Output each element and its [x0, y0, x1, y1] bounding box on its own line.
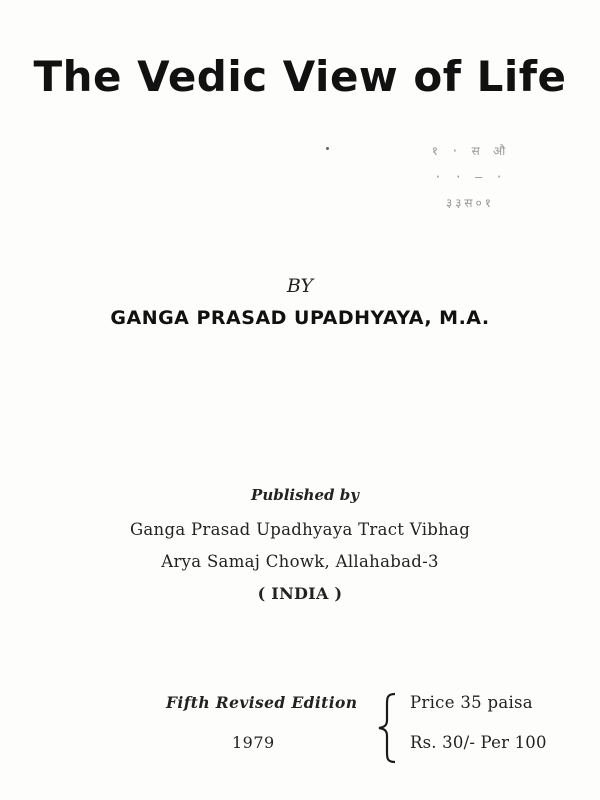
price-single: Price 35 paisa: [410, 693, 533, 712]
edition-label: Fifth Revised Edition: [166, 693, 358, 712]
book-title: The Vedic View of Life: [33, 52, 567, 101]
stamp-line-1: १ · स औ: [431, 144, 509, 158]
by-label: BY: [286, 275, 314, 297]
published-by-label: Published by: [251, 486, 359, 504]
curly-brace: [375, 692, 399, 764]
stamp-line-3: ३३स०१: [445, 196, 495, 210]
author-name: GANGA PRASAD UPADHYAYA, M.A.: [110, 307, 490, 329]
price-bulk: Rs. 30/- Per 100: [410, 733, 547, 752]
publisher-address: Arya Samaj Chowk, Allahabad-3: [161, 552, 439, 571]
edition-year: 1979: [232, 733, 275, 752]
publisher-country: ( INDIA ): [257, 584, 343, 603]
publisher-name: Ganga Prasad Upadhyaya Tract Vibhag: [129, 520, 471, 539]
stamp-speck: [326, 147, 329, 150]
stamp-line-2: · · — ·: [434, 170, 506, 184]
library-stamp: [410, 138, 530, 228]
